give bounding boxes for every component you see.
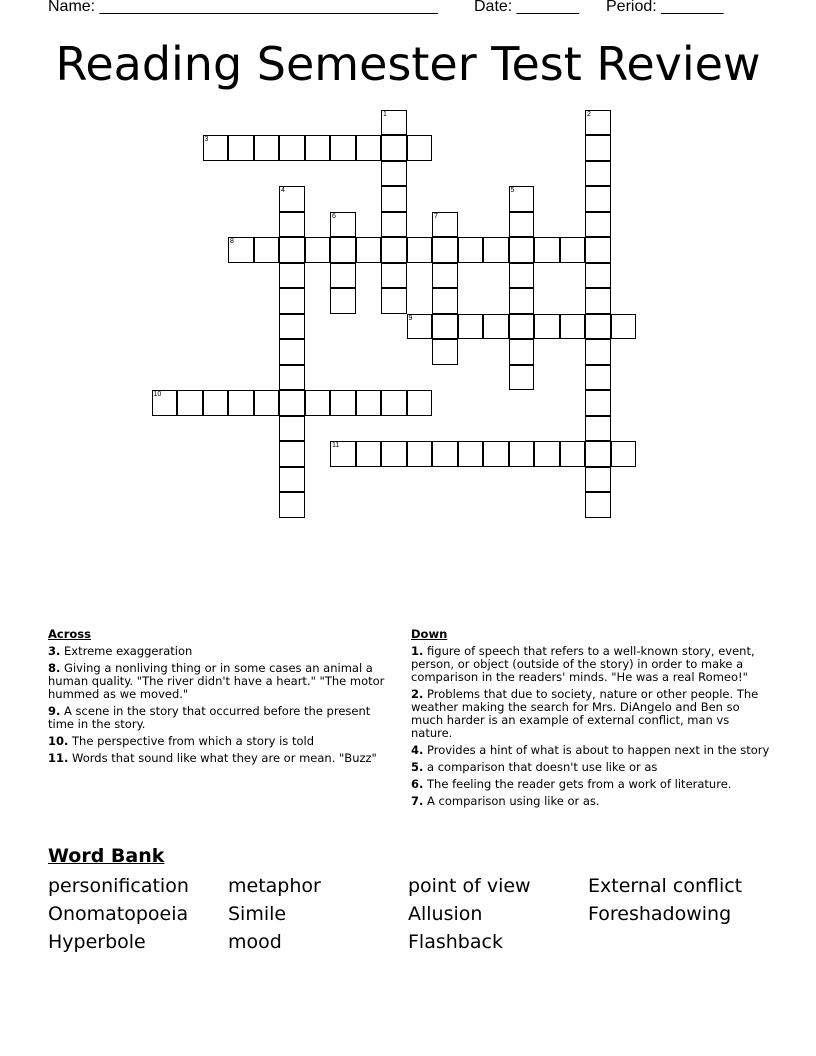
clue-down-6: 6. The feeling the reader gets from a work of literature. (411, 777, 732, 791)
word-bank-item: Hyperbole (48, 931, 146, 953)
crossword-cell[interactable] (509, 212, 535, 238)
crossword-cell[interactable] (305, 135, 331, 161)
crossword-cell[interactable] (279, 288, 305, 314)
crossword-cell[interactable] (458, 314, 484, 340)
crossword-cell[interactable] (254, 237, 280, 263)
word-bank-item: point of view (408, 875, 531, 897)
crossword-cell[interactable] (509, 237, 535, 263)
period-field[interactable]: Period: _______ (606, 0, 724, 15)
crossword-cell[interactable] (381, 263, 407, 289)
crossword-cell[interactable] (279, 467, 305, 493)
clue-down-2: 2. Problems that due to society, nature or other people. The weather making the search for Mrs. DiAngelo and Ben so much harder is an example of external conflict, man vs nature. (411, 687, 759, 740)
word-bank-item: metaphor (228, 875, 321, 897)
clue-number: 9 (408, 314, 413, 322)
crossword-cell[interactable] (585, 314, 611, 340)
clue-across-9: 9. A scene in the story that occurred before the present time in the story. (48, 704, 371, 731)
crossword-cell[interactable] (407, 135, 433, 161)
crossword-cell[interactable] (381, 110, 407, 136)
crossword-cell[interactable] (509, 339, 535, 365)
clue-number: 7 (434, 212, 438, 220)
crossword-cell[interactable] (279, 492, 305, 518)
word-bank-heading: Word Bank (48, 845, 165, 867)
clue-number: 8 (230, 238, 234, 245)
crossword-cell[interactable] (483, 441, 509, 467)
crossword-cell[interactable] (407, 441, 433, 467)
crossword-cell[interactable] (585, 339, 611, 365)
crossword-cell[interactable] (432, 314, 458, 340)
crossword-cell[interactable] (432, 288, 458, 314)
crossword-cell[interactable] (509, 263, 535, 289)
crossword-cell[interactable] (585, 416, 611, 442)
clue-down-5: 5. a comparison that doesn't use like or as (411, 760, 658, 774)
crossword-cell[interactable] (483, 314, 509, 340)
clue-down-7: 7. A comparison using like or as. (411, 794, 600, 808)
crossword-cell[interactable] (585, 390, 611, 416)
crossword-cell[interactable] (356, 390, 382, 416)
crossword-cell[interactable] (279, 212, 305, 238)
crossword-cell[interactable] (432, 339, 458, 365)
crossword-cell[interactable] (560, 237, 586, 263)
crossword-cell[interactable] (279, 365, 305, 391)
crossword-cell[interactable] (305, 390, 331, 416)
clue-number: 3 (204, 136, 209, 143)
clue-number: 4 (281, 187, 285, 194)
crossword-cell[interactable] (585, 263, 611, 289)
clue-down-1: 1. figure of speech that refers to a well-known story, event, person, or object (outside of the story) in order to make a comparison in the readers' minds. "He was a real Romeo!" (411, 644, 755, 684)
crossword-cell[interactable] (356, 135, 382, 161)
crossword-cell[interactable] (585, 161, 611, 187)
crossword-cell[interactable] (611, 441, 637, 467)
crossword-cell[interactable] (279, 135, 305, 161)
crossword-cell[interactable] (585, 212, 611, 238)
crossword-cell[interactable] (203, 390, 229, 416)
crossword-cell[interactable] (330, 212, 356, 238)
crossword-cell[interactable] (381, 390, 407, 416)
word-bank-item: mood (228, 931, 282, 953)
down-heading: Down (411, 627, 448, 641)
date-field[interactable]: Date: _______ (474, 0, 579, 15)
clue-down-4: 4. Provides a hint of what is about to happen next in the story (411, 743, 770, 757)
crossword-cell[interactable] (381, 135, 407, 161)
crossword-cell[interactable] (585, 186, 611, 212)
down-clues (411, 628, 771, 812)
clue-number: 5 (510, 187, 515, 194)
clue-across-10: 10. The perspective from which a story is told (48, 734, 314, 748)
crossword-cell[interactable] (279, 263, 305, 289)
crossword-cell[interactable] (203, 135, 229, 161)
crossword-cell[interactable] (330, 288, 356, 314)
crossword-cell[interactable] (356, 441, 382, 467)
clue-number: 1 (383, 110, 387, 118)
word-bank-item: Flashback (408, 931, 503, 953)
crossword-cell[interactable] (254, 390, 280, 416)
crossword-cell[interactable] (585, 492, 611, 518)
crossword-cell[interactable] (279, 441, 305, 467)
crossword-cell[interactable] (228, 390, 254, 416)
crossword-cell[interactable] (356, 237, 382, 263)
across-heading: Across (48, 627, 91, 641)
crossword-cell[interactable] (330, 441, 356, 467)
crossword-cell[interactable] (381, 288, 407, 314)
crossword-cell[interactable] (407, 237, 433, 263)
crossword-cell[interactable] (228, 135, 254, 161)
clue-across-3: 3. Extreme exaggeration (48, 644, 193, 658)
crossword-cell[interactable] (407, 314, 433, 340)
clue-number: 10 (153, 391, 162, 398)
crossword-cell[interactable] (432, 212, 458, 238)
word-bank-item: Simile (228, 903, 287, 925)
page-title: Reading Semester Test Review (55, 37, 761, 91)
crossword-cell[interactable] (330, 237, 356, 263)
crossword-cell[interactable] (381, 161, 407, 187)
clue-number: 11 (332, 442, 340, 449)
crossword-cell[interactable] (381, 186, 407, 212)
crossword-cell[interactable] (509, 441, 535, 467)
word-bank-item: Onomatopoeia (48, 903, 189, 925)
clue-across-11: 11. Words that sound like what they are or mean. "Buzz" (48, 751, 377, 765)
word-bank-item: External conflict (588, 875, 743, 897)
crossword-cell[interactable] (228, 237, 254, 263)
crossword-cell[interactable] (585, 441, 611, 467)
crossword-cell[interactable] (381, 441, 407, 467)
crossword-cell[interactable] (330, 135, 356, 161)
crossword-cell[interactable] (305, 237, 331, 263)
crossword-cell[interactable] (560, 441, 586, 467)
clue-number: 2 (587, 110, 591, 118)
across-clues (48, 628, 393, 769)
crossword-cell[interactable] (407, 390, 433, 416)
clue-number: 6 (332, 212, 336, 220)
crossword-cell[interactable] (585, 365, 611, 391)
crossword-cell[interactable] (432, 263, 458, 289)
crossword-cell[interactable] (152, 390, 178, 416)
word-bank-item: Foreshadowing (588, 903, 732, 925)
crossword-cell[interactable] (458, 441, 484, 467)
crossword-cell[interactable] (432, 441, 458, 467)
crossword-cell[interactable] (509, 186, 535, 212)
crossword-cell[interactable] (585, 467, 611, 493)
crossword-cell[interactable] (585, 135, 611, 161)
crossword-cell[interactable] (432, 237, 458, 263)
crossword-cell[interactable] (458, 237, 484, 263)
crossword-cell[interactable] (509, 365, 535, 391)
crossword-cell[interactable] (279, 339, 305, 365)
crossword-cell[interactable] (483, 237, 509, 263)
crossword-cell[interactable] (177, 390, 203, 416)
crossword-cell[interactable] (611, 314, 637, 340)
crossword-cell[interactable] (381, 237, 407, 263)
crossword-cell[interactable] (381, 212, 407, 238)
word-bank-item: personification (48, 875, 189, 897)
crossword-cell[interactable] (560, 314, 586, 340)
crossword-cell[interactable] (534, 314, 560, 340)
crossword-cell[interactable] (279, 237, 305, 263)
crossword-cell[interactable] (279, 416, 305, 442)
crossword-cell[interactable] (509, 288, 535, 314)
name-field[interactable]: Name: ______________________________________ (48, 0, 438, 15)
crossword-cell[interactable] (279, 186, 305, 212)
crossword-cell[interactable] (585, 288, 611, 314)
crossword-cell[interactable] (254, 135, 280, 161)
crossword-cell[interactable] (330, 390, 356, 416)
clue-across-8: 8. Giving a nonliving thing or in some cases an animal a human quality. "The river didn't have a heart." "The motor hummed as we moved." (48, 661, 385, 701)
crossword-cell[interactable] (534, 237, 560, 263)
crossword-cell[interactable] (279, 314, 305, 340)
crossword-cell[interactable] (585, 237, 611, 263)
word-bank-item: Allusion (408, 903, 483, 925)
crossword-cell[interactable] (534, 441, 560, 467)
crossword-cell[interactable] (330, 263, 356, 289)
crossword-cell[interactable] (509, 314, 535, 340)
crossword-cell[interactable] (279, 390, 305, 416)
crossword-cell[interactable] (585, 110, 611, 136)
